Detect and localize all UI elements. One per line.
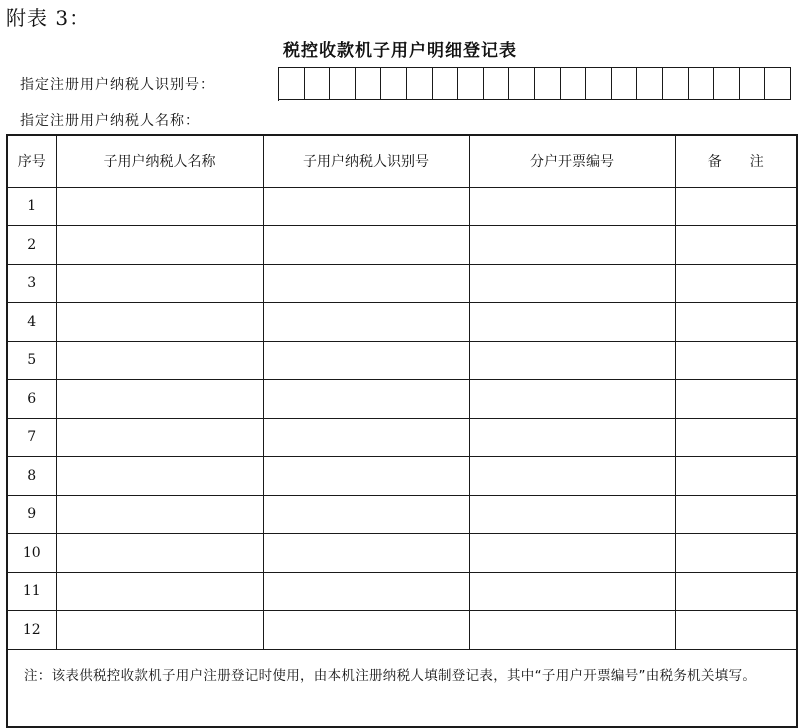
remarks-cell[interactable] [675,187,797,226]
seq-cell: 7 [7,418,56,457]
table-row [7,572,797,611]
taxpayer-id-digit-box[interactable] [356,67,382,100]
seq-cell: 1 [7,187,56,226]
taxpayer-id-digit-box[interactable] [330,67,356,100]
sub-user-name-cell[interactable] [56,380,263,419]
invoice-number-cell[interactable] [469,534,675,573]
sub-user-id-cell[interactable] [263,495,469,534]
taxpayer-id-digit-box[interactable] [305,67,331,100]
sub-user-id-cell[interactable] [263,187,469,226]
seq-cell: 3 [7,264,56,303]
remarks-cell[interactable] [675,303,797,342]
header-invoice-number: 分户开票编号 [469,135,675,187]
sub-user-name-cell[interactable] [56,341,263,380]
sub-user-name-cell[interactable] [56,187,263,226]
invoice-number-cell[interactable] [469,341,675,380]
note-row [7,649,797,727]
table-row [7,226,797,265]
sub-user-name-cell[interactable] [56,457,263,496]
sub-user-name-cell[interactable] [56,534,263,573]
sub-user-id-cell[interactable] [263,380,469,419]
table-row [7,380,797,419]
sub-user-name-cell[interactable] [56,495,263,534]
sub-user-id-cell[interactable] [263,611,469,650]
table-row [7,611,797,650]
sub-user-id-cell[interactable] [263,572,469,611]
table-row [7,457,797,496]
header-remarks: 备注 [675,135,797,187]
invoice-number-cell[interactable] [469,380,675,419]
table-row [7,264,797,303]
table-row [7,341,797,380]
sub-user-id-cell[interactable] [263,418,469,457]
seq-cell: 2 [7,226,56,265]
table-note: 注：该表供税控收款机子用户注册登记时使用，由本机注册纳税人填制登记表，其中“子用户开票编号”由税务机关填写。 [7,649,797,727]
seq-cell: 11 [7,572,56,611]
sub-user-name-cell[interactable] [56,226,263,265]
header-sub-user-id: 子用户纳税人识别号 [263,135,469,187]
taxpayer-id-digit-box[interactable] [637,67,663,100]
invoice-number-cell[interactable] [469,418,675,457]
taxpayer-id-digit-box[interactable] [586,67,612,100]
sub-user-name-cell[interactable] [56,418,263,457]
remarks-cell[interactable] [675,264,797,303]
sub-user-id-cell[interactable] [263,264,469,303]
table-header-row [7,135,797,187]
taxpayer-id-digit-box[interactable] [663,67,689,100]
seq-cell: 4 [7,303,56,342]
sub-user-id-cell[interactable] [263,457,469,496]
sub-user-name-cell[interactable] [56,264,263,303]
sub-user-name-cell[interactable] [56,611,263,650]
table-row [7,495,797,534]
sub-user-name-cell[interactable] [56,303,263,342]
header-seq: 序号 [7,135,56,187]
form-title: 税控收款机子用户明细登记表 [283,41,517,61]
invoice-number-cell[interactable] [469,187,675,226]
remarks-cell[interactable] [675,341,797,380]
invoice-number-cell[interactable] [469,226,675,265]
taxpayer-id-digit-box[interactable] [381,67,407,100]
taxpayer-id-digit-box[interactable] [407,67,433,100]
invoice-number-cell[interactable] [469,495,675,534]
taxpayer-id-digit-box[interactable] [612,67,638,100]
taxpayer-id-digit-box[interactable] [765,67,791,100]
seq-cell: 8 [7,457,56,496]
remarks-cell[interactable] [675,380,797,419]
seq-cell: 10 [7,534,56,573]
sub-user-registration-table [6,134,798,728]
header-sub-user-name: 子用户纳税人名称 [56,135,263,187]
invoice-number-cell[interactable] [469,264,675,303]
remarks-cell[interactable] [675,534,797,573]
taxpayer-id-digit-box[interactable] [279,67,305,100]
taxpayer-id-digit-box[interactable] [561,67,587,100]
taxpayer-id-digit-box[interactable] [484,67,510,100]
attachment-label: 附表 3： [6,6,91,30]
sub-user-name-cell[interactable] [56,572,263,611]
seq-cell: 12 [7,611,56,650]
sub-user-id-cell[interactable] [263,534,469,573]
table-row [7,187,797,226]
table-row [7,534,797,573]
invoice-number-cell[interactable] [469,572,675,611]
sub-user-id-cell[interactable] [263,303,469,342]
taxpayer-id-digit-box[interactable] [433,67,459,100]
sub-user-id-cell[interactable] [263,341,469,380]
registered-taxpayer-name-label: 指定注册用户纳税人名称： [20,113,200,129]
seq-cell: 9 [7,495,56,534]
remarks-cell[interactable] [675,457,797,496]
invoice-number-cell[interactable] [469,611,675,650]
invoice-number-cell[interactable] [469,303,675,342]
taxpayer-id-digit-box[interactable] [689,67,715,100]
seq-cell: 6 [7,380,56,419]
registered-taxpayer-id-label: 指定注册用户纳税人识别号： [20,77,215,93]
table-row [7,418,797,457]
taxpayer-id-digit-box[interactable] [458,67,484,100]
remarks-cell[interactable] [675,495,797,534]
remarks-cell[interactable] [675,572,797,611]
invoice-number-cell[interactable] [469,457,675,496]
sub-user-id-cell[interactable] [263,226,469,265]
table-row [7,303,797,342]
remarks-cell[interactable] [675,611,797,650]
remarks-cell[interactable] [675,226,797,265]
taxpayer-id-digit-box[interactable] [509,67,535,100]
seq-cell: 5 [7,341,56,380]
remarks-cell[interactable] [675,418,797,457]
taxpayer-id-digit-box[interactable] [714,67,740,100]
taxpayer-id-digit-box[interactable] [740,67,766,100]
taxpayer-id-digit-box[interactable] [535,67,561,100]
taxpayer-id-input-boxes[interactable] [278,67,791,101]
